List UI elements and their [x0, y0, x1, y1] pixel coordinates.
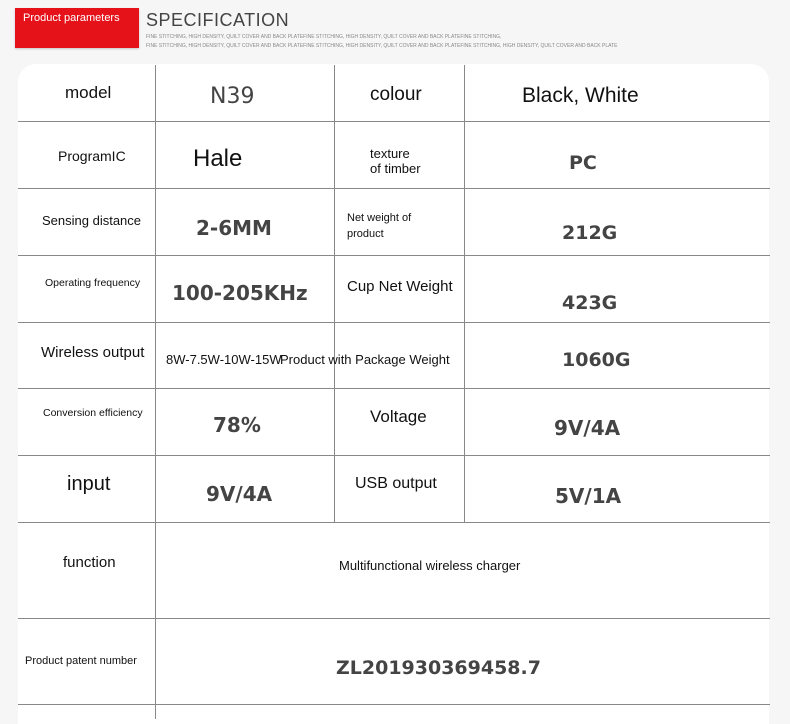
sensing-distance-value: 2-6MM — [196, 216, 272, 240]
conversion-efficiency-value: 78% — [213, 413, 261, 437]
row-divider — [18, 618, 770, 619]
model-label: model — [65, 83, 112, 102]
row-divider — [18, 188, 770, 189]
patent-number-value: ZL201930369458.7 — [336, 657, 541, 679]
specification-subtext-1: FINE STITCHING, HIGH DENSITY, QUILT COVER AND BACK PLATEFINE STITCHING, HIGH DENSITY, QUILT COVER AND BACK PLATEFINE STITCHING, — [146, 34, 502, 40]
row-divider — [18, 322, 770, 323]
input-label: input — [67, 473, 111, 495]
row-divider — [18, 121, 770, 122]
texture-label-line-2: of timber — [370, 161, 421, 176]
function-value: Multifunctional wireless charger — [339, 558, 521, 573]
input-value: 9V/4A — [206, 482, 273, 506]
sensing-distance-label: Sensing distance — [42, 213, 142, 228]
product-parameters-badge: Product parameters — [15, 8, 139, 48]
column-divider — [464, 65, 465, 522]
colour-value: Black, White — [522, 84, 639, 107]
cup-net-weight-value: 423G — [562, 292, 618, 314]
net-weight-label-line-2: product — [347, 228, 384, 240]
row-divider — [18, 255, 770, 256]
patent-number-label: Product patent number — [25, 655, 137, 667]
operating-frequency-value: 100-205KHz — [172, 281, 308, 305]
voltage-label: Voltage — [370, 407, 427, 426]
usb-output-label: USB output — [355, 475, 437, 492]
row-divider — [18, 522, 770, 523]
conversion-efficiency-label: Conversion efficiency — [43, 407, 143, 419]
row-divider — [18, 388, 770, 389]
model-value: N39 — [210, 84, 255, 109]
program-ic-label: ProgramIC — [58, 148, 126, 164]
row-divider — [18, 704, 770, 705]
row-divider — [18, 455, 770, 456]
net-weight-value: 212G — [562, 222, 618, 244]
specification-subtext-2: FINE STITCHING, HIGH DENSITY, QUILT COVER AND BACK PLATEFINE STITCHING, HIGH DENSITY, QUILT COVER AND BACK PLATEFINE STITCHING, HIGH DENSITY, QUILT COVER AND BACK PLATE — [146, 43, 618, 49]
texture-value: PC — [569, 152, 597, 174]
net-weight-label-line-1: Net weight of — [347, 212, 412, 224]
column-divider — [334, 65, 335, 522]
wireless-output-label: Wireless output — [41, 344, 145, 361]
specification-title: SPECIFICATION — [146, 10, 290, 30]
colour-label: colour — [370, 84, 422, 105]
cup-net-weight-label: Cup Net Weight — [347, 278, 453, 295]
program-ic-value: Hale — [193, 145, 243, 172]
usb-output-value: 5V/1A — [555, 484, 622, 508]
voltage-value: 9V/4A — [554, 416, 621, 440]
package-weight-value: 1060G — [562, 349, 631, 371]
operating-frequency-label: Operating frequency — [45, 277, 141, 289]
package-weight-label: Product with Package Weight — [280, 352, 450, 367]
column-divider — [155, 65, 156, 719]
texture-label-line-1: texture — [370, 146, 410, 161]
function-label: function — [63, 554, 116, 571]
header-bar — [0, 0, 790, 62]
wireless-output-value: 8W-7.5W-10W-15W — [166, 352, 282, 367]
